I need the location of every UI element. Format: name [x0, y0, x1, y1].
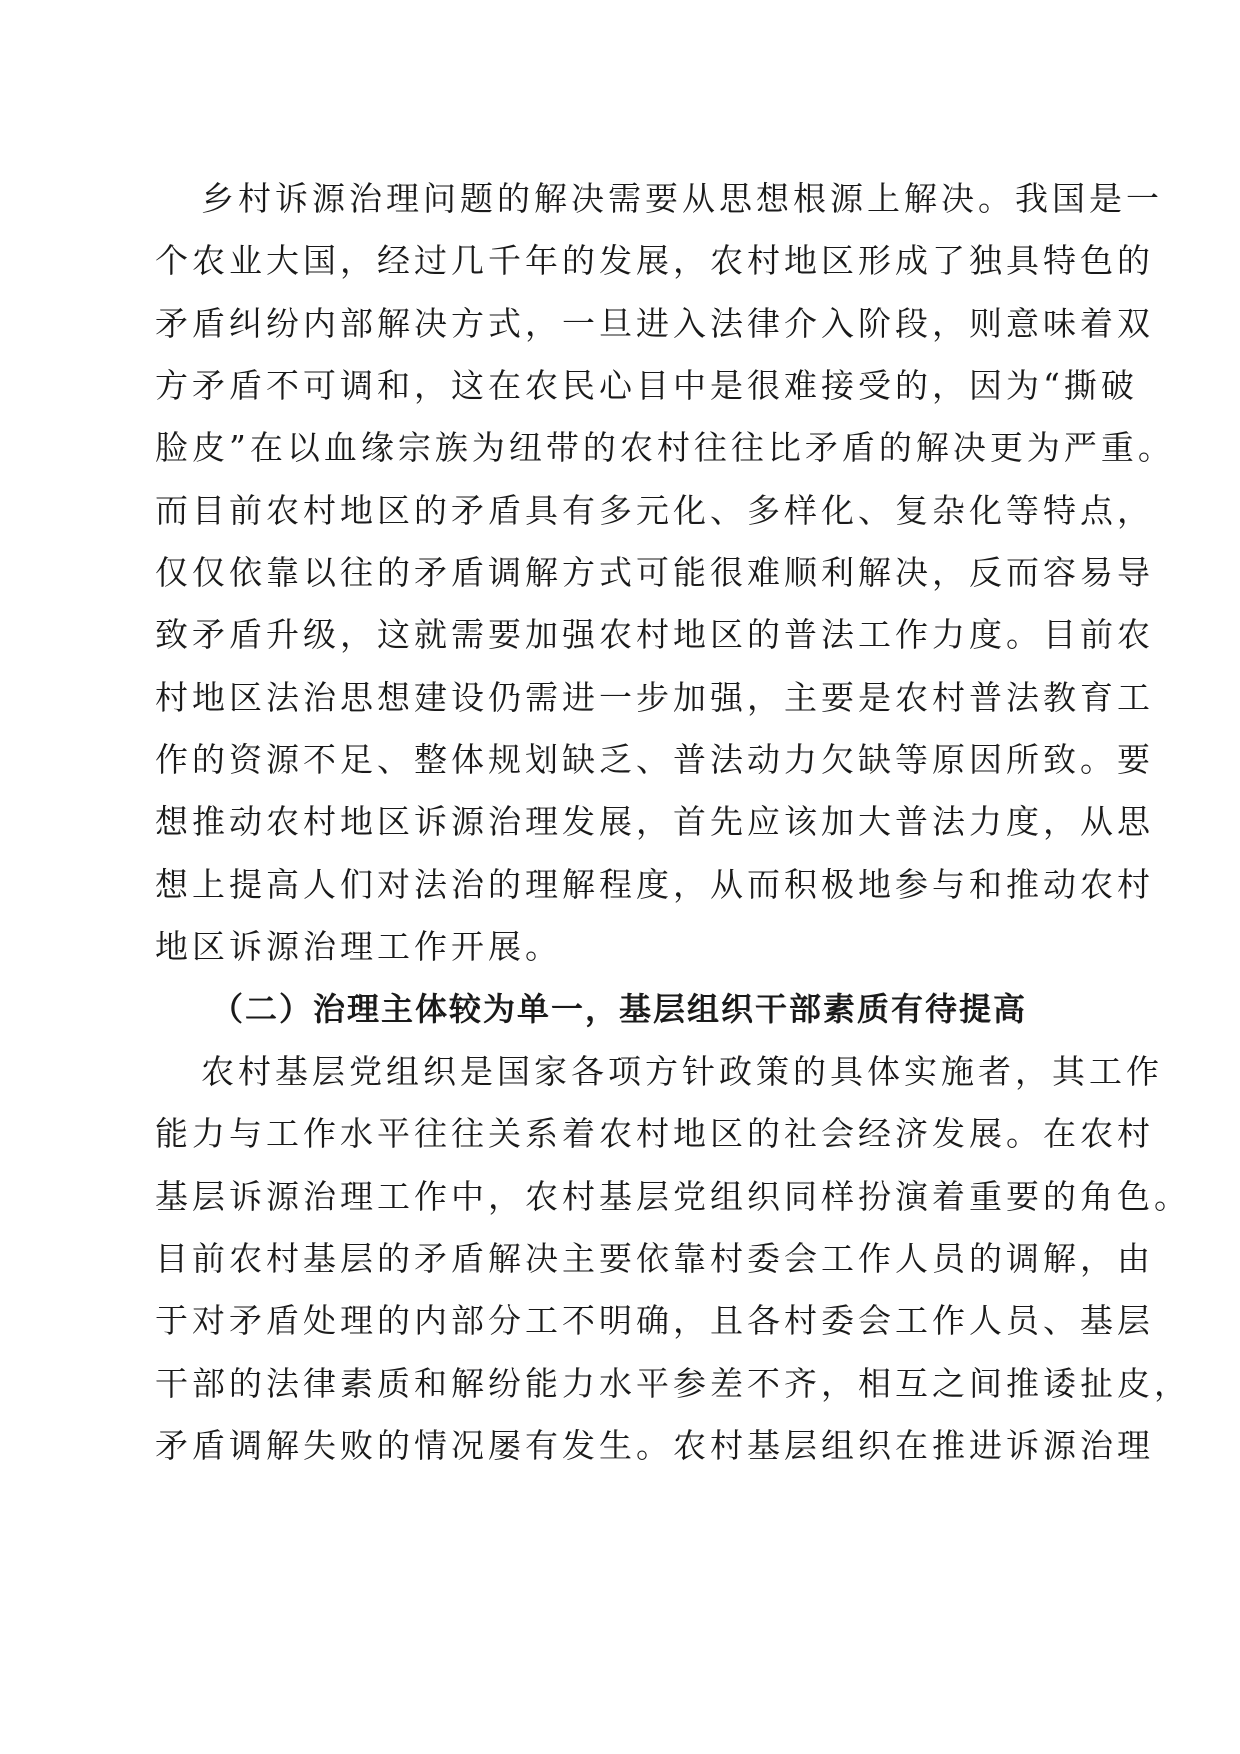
section-heading: （二）治理主体较为单一，基层组织干部素质有待提高 [211, 990, 1028, 1029]
body-text [155, 168, 1191, 1477]
text-line: 地区诉源治理工作开展。 [155, 927, 562, 967]
paragraph-2 [155, 1041, 1191, 1477]
text-line: 个农业大国，经过几千年的发展，农村地区形成了独具特色的 [155, 241, 1154, 281]
text-line: 乡村诉源治理问题的解决需要从思想根源上解决。我国是一 [201, 179, 1163, 218]
text-line: 村地区法治思想建设仍需进一步加强，主要是农村普法教育工 [155, 677, 1154, 717]
text-line: 脸皮”在以血缘宗族为纽带的农村往往比矛盾的解决更为严重。 [155, 428, 1175, 468]
text-line: 能力与工作水平往往关系着农村地区的社会经济发展。在农村 [155, 1114, 1154, 1154]
text-line: 方矛盾不可调和，这在农民心目中是很难接受的，因为“撕破 [155, 366, 1138, 406]
text-line: 目前农村基层的矛盾解决主要依靠村委会工作人员的调解，由 [155, 1238, 1154, 1278]
text-line: 于对矛盾处理的内部分工不明确，且各村委会工作人员、基层 [155, 1301, 1154, 1341]
text-line: 致矛盾升级，这就需要加强农村地区的普法工作力度。目前农 [155, 615, 1154, 655]
text-line: 干部的法律素质和解纷能力水平参差不齐，相互之间推诿扯皮， [155, 1363, 1191, 1403]
text-line: 矛盾纠纷内部解决方式，一旦进入法律介入阶段，则意味着双 [155, 303, 1154, 343]
text-line: 仅仅依靠以往的矛盾调解方式可能很难顺利解决，反而容易导 [155, 553, 1154, 593]
text-line: 基层诉源治理工作中，农村基层党组织同样扮演着重要的角色。 [155, 1176, 1191, 1216]
paragraph-1 [155, 168, 1175, 978]
text-line: 作的资源不足、整体规划缺乏、普法动力欠缺等原因所致。要 [155, 740, 1154, 780]
text-line: 想上提高人们对法治的理解程度，从而积极地参与和推动农村 [155, 864, 1154, 904]
text-line: 农村基层党组织是国家各项方针政策的具体实施者，其工作 [201, 1051, 1163, 1091]
text-line: 矛盾调解失败的情况屡有发生。农村基层组织在推进诉源治理 [155, 1425, 1154, 1465]
text-line: 而目前农村地区的矛盾具有多元化、多样化、复杂化等特点， [155, 490, 1154, 530]
text-line: 想推动农村地区诉源治理发展，首先应该加大普法力度，从思 [155, 802, 1154, 842]
